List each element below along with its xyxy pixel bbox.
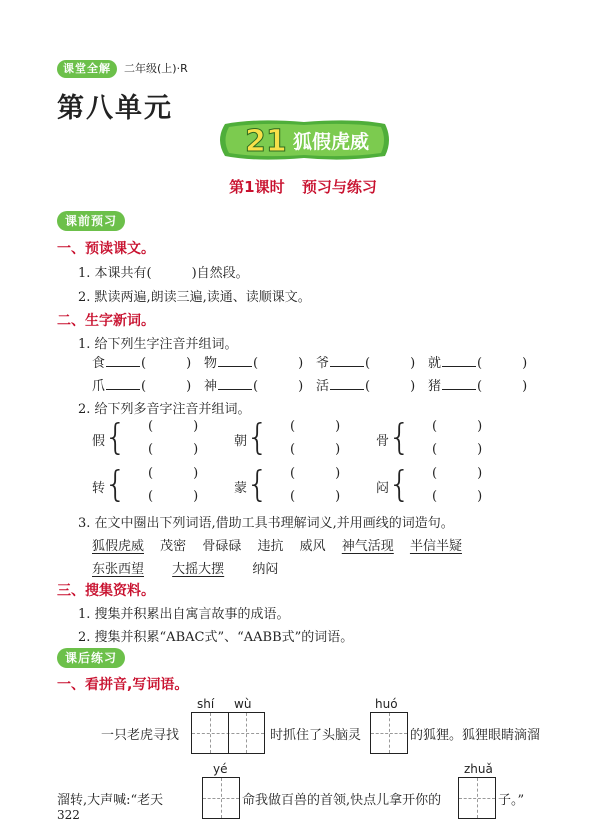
word-list-row-2 [92, 558, 278, 577]
practice-badge: 课后练习 [57, 648, 125, 668]
brace-icon: { [388, 464, 411, 505]
brace-icon: { [246, 464, 269, 505]
answer-box-single[interactable] [458, 777, 496, 819]
lesson-title [0, 176, 606, 197]
brace-icon: { [104, 464, 127, 505]
poly-paren-1: ( ) [148, 466, 199, 481]
word-list-row-1 [92, 535, 462, 554]
char-row-1-b: 物 ( ) [204, 356, 304, 371]
char-row-2-a: 爪 ( ) [92, 379, 192, 394]
brace-icon: { [104, 417, 127, 458]
question-paragraph-count: 1. 本课共有( )自然段。 [78, 266, 249, 281]
practice-section-1-title: 一、看拼音,写词语。 [57, 677, 189, 693]
lesson-session: 第1课时 [229, 178, 285, 196]
poly-char: 朝 [234, 434, 248, 449]
poly-char: 假 [92, 434, 106, 449]
poly-paren-1: ( ) [290, 466, 341, 481]
pinyin-label: zhuǎ [464, 762, 493, 776]
char-row-1-d: 就 ( ) [428, 356, 528, 371]
answer-box-single[interactable] [202, 777, 240, 819]
question-reading: 2. 默读两遍,朗读三遍,读通、读顺课文。 [78, 290, 311, 305]
question-idioms: 1. 搜集并积累出自寓言故事的成语。 [78, 607, 290, 622]
word-item: 大摇大摆 [172, 562, 225, 577]
sentence-1-part-c: 的狐狸。狐狸眼睛滴溜 [410, 728, 541, 743]
poly-paren-2: ( ) [290, 442, 341, 457]
pinyin-label: shí [197, 697, 215, 711]
sentence-2-part-b: 命我做百兽的首领,快点儿拿开你的 [242, 793, 442, 808]
sentence-2-part-a: 溜转,大声喊:“老天 [57, 793, 164, 808]
preview-badge: 课前预习 [57, 211, 125, 231]
char-row-2-b: 神 ( ) [204, 379, 304, 394]
pinyin-label: huó [375, 697, 398, 711]
char-row-2-d: 猪 ( ) [428, 379, 528, 394]
poly-char: 闷 [376, 481, 390, 496]
poly-paren-1: ( ) [148, 419, 199, 434]
word-item: 狐假虎威 [92, 539, 145, 554]
word-item: 半信半疑 [409, 539, 462, 554]
poly-paren-2: ( ) [148, 489, 199, 504]
poly-paren-1: ( ) [432, 466, 483, 481]
word-item: 骨碌碌 [202, 539, 242, 554]
unit-title: 第八单元 [57, 93, 173, 124]
word-item: 神气活现 [341, 539, 394, 554]
lesson-topic: 预习与练习 [301, 178, 377, 196]
word-item: 威风 [299, 539, 326, 554]
series-badge: 课堂全解 [57, 60, 117, 78]
poly-paren-2: ( ) [148, 442, 199, 457]
pinyin-label: yé [213, 762, 228, 776]
word-item: 违抗 [257, 539, 284, 554]
word-item: 茂密 [160, 539, 187, 554]
word-item: 纳闷 [252, 562, 279, 577]
poly-char: 蒙 [234, 481, 248, 496]
section-3-title: 三、搜集资料。 [57, 583, 155, 599]
char-row-1: 食 ( ) [92, 356, 192, 371]
word-item: 东张西望 [92, 562, 145, 577]
poly-paren-2: ( ) [432, 442, 483, 457]
sentence-1-part-b: 时抓住了头脑灵 [270, 728, 362, 743]
brace-icon: { [388, 417, 411, 458]
question-vocabulary: 3. 在文中圈出下列词语,借助工具书理解词义,并用画线的词造句。 [78, 516, 454, 531]
question-annotate: 1. 给下列生字注音并组词。 [78, 337, 238, 352]
sentence-1-part-a: 一只老虎寻找 [101, 728, 180, 743]
char-row-2-c: 活 ( ) [316, 379, 416, 394]
page-number: 322 [57, 808, 80, 822]
section-1-title: 一、预读课文。 [57, 241, 155, 257]
question-word-patterns: 2. 搜集并积累“ABAC式”、“AABB式”的词语。 [78, 630, 354, 645]
question-polyphonic: 2. 给下列多音字注音并组词。 [78, 402, 251, 417]
pinyin-label: wù [234, 697, 252, 711]
poly-paren-2: ( ) [290, 489, 341, 504]
lesson-banner [215, 118, 393, 162]
lesson-name: 狐假虎威 [293, 131, 370, 153]
sentence-2-part-c: 子。” [498, 793, 525, 808]
char-row-1-c: 爷 ( ) [316, 356, 416, 371]
poly-paren-2: ( ) [432, 489, 483, 504]
answer-box-double[interactable] [191, 712, 265, 754]
grade-label: 二年级(上)·R [124, 62, 188, 75]
poly-paren-1: ( ) [432, 419, 483, 434]
poly-char: 骨 [376, 434, 390, 449]
poly-char: 转 [92, 481, 106, 496]
section-2-title: 二、生字新词。 [57, 313, 155, 329]
brace-icon: { [246, 417, 269, 458]
lesson-number: 21 [245, 124, 287, 159]
poly-paren-1: ( ) [290, 419, 341, 434]
answer-box-single[interactable] [370, 712, 408, 754]
